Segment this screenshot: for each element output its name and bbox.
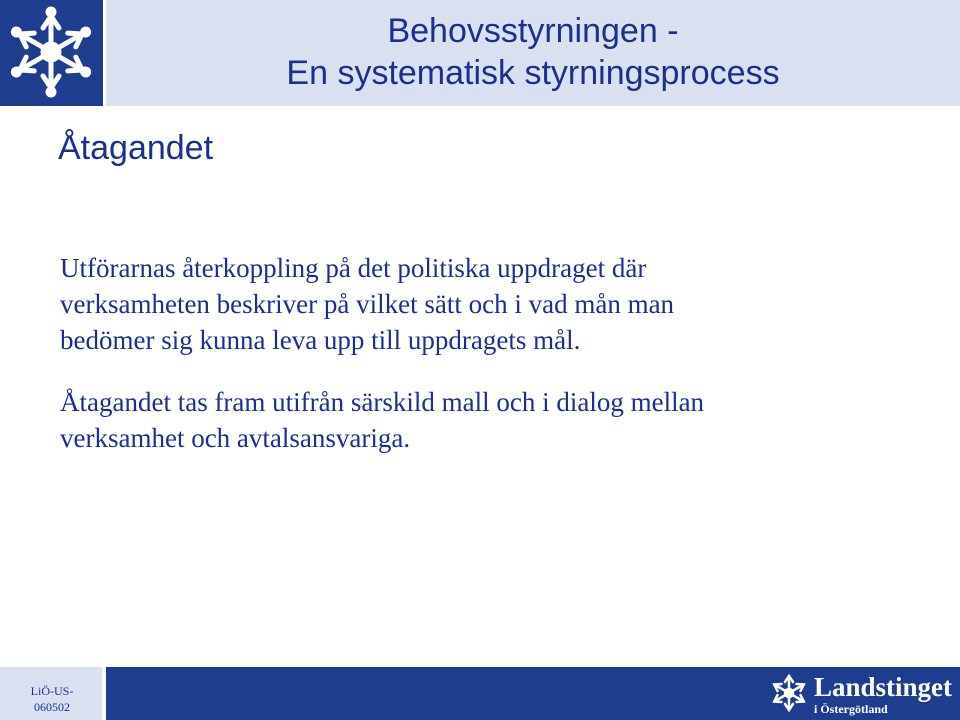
paragraph-line: Åtagandet tas fram utifrån särskild mall och i dialog mellan bbox=[60, 387, 705, 417]
footer-code-line-2: 060502 bbox=[34, 700, 70, 714]
body-paragraph-1 bbox=[60, 250, 880, 358]
brand-subtitle: i Östergötland bbox=[814, 702, 888, 716]
brand-name: Landstinget bbox=[814, 672, 953, 702]
snowflake-emblem-icon bbox=[0, 0, 103, 106]
paragraph-line: bedömer sig kunna leva upp till uppdragets mål. bbox=[60, 325, 581, 355]
body-paragraph-2 bbox=[60, 384, 880, 456]
header-logo-box bbox=[0, 0, 103, 106]
paragraph-line: Utförarnas återkoppling på det politiska uppdraget där bbox=[60, 253, 647, 283]
footer-document-code bbox=[22, 683, 82, 715]
title-line-1: Behovsstyrningen - bbox=[387, 12, 679, 50]
title-line-2: En systematisk styrningsprocess bbox=[286, 54, 780, 92]
footer-code-line-1: LiÖ-US- bbox=[30, 684, 74, 698]
paragraph-line: verksamheten beskriver på vilket sätt och i vad mån man bbox=[60, 289, 675, 319]
section-heading: Åtagandet bbox=[58, 129, 214, 167]
snowflake-emblem-icon bbox=[768, 669, 810, 717]
page-title bbox=[106, 10, 960, 94]
paragraph-line: verksamhet och avtalsansvariga. bbox=[60, 423, 411, 453]
